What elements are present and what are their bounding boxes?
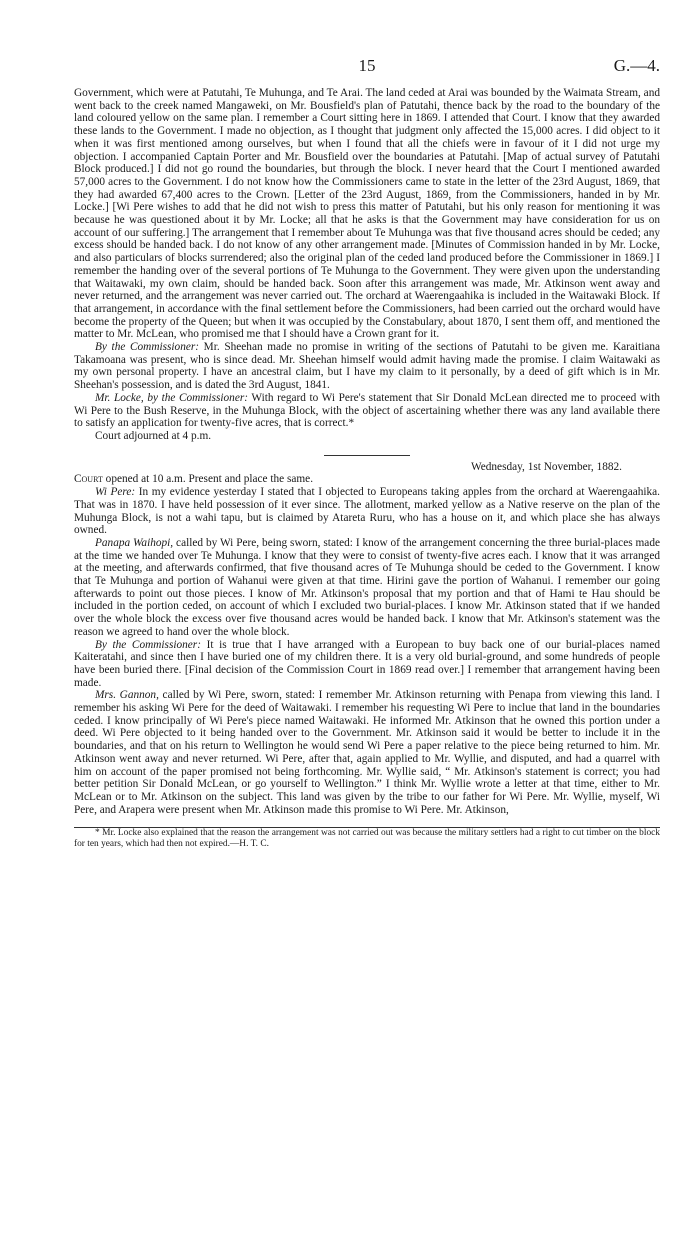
paragraph-text: In my evidence yesterday I stated that I objected to Europeans taking apples from the orchard at Waerengaahika. That was in 1870. I have held possession of it ever since. The allotment, marked yellow as a Native reserve on the plan of the Muhunga Block, is not a wahi tapu, but is claimed by Atareta Ruru, who has a house on it, and which place she has always owned. xyxy=(74,486,660,537)
paragraph xyxy=(74,392,660,430)
speaker-lead: Mrs. Gannon, xyxy=(95,689,159,702)
dateline: Wednesday, 1st November, 1882. xyxy=(470,460,622,473)
paragraph xyxy=(74,473,660,486)
speaker-lead: By the Commissioner: xyxy=(95,341,200,354)
speaker-lead: Mr. Locke, by the Commissioner: xyxy=(95,391,248,404)
court-lead: Court xyxy=(74,473,103,486)
document-page xyxy=(74,56,660,850)
footnote: * Mr. Locke also explained that the reason the arrangement was not carried out was because the military settlers had a right to cut timber on the block for ten years, which had then not expired.—H. T. C. xyxy=(74,828,660,850)
paragraph: Government, which were at Patutahi, Te Muhunga, and Te Arai. The land ceded at Arai was bounded by the Waimata Stream, and went back to the creek named Mangaweki, on Mr. Bousfield's plan of Patutahi, thence back by the road to the boundary of the land coloured yellow on the same plan. I remember a Court sitting here in 1869. I attended that Court. I know that they awarded these lands to the Government. I made no objection, as I thought that judgment only affected the 15,000 acres. I did object to it when it was first mentioned among ourselves, but when I found that all the chiefs were in favour of it I did not urge my objection. I accompanied Captain Porter and Mr. Bousfield over the boundaries at Patutahi. [Map of actual survey of Patutahi Block produced.] I did not go round the boundaries, but through the block. I never heard that the Court I mentioned awarded 57,000 acres to the Government. I do not know how the Commissioners came to state in the letter of the 23rd August, 1869, that they had awarded 67,400 acres to the Crown. [Letter of the 23rd August, 1869, from the Commissioners, handed in by Mr. Locke.] [Wi Pere wishes to add that he did not wish to press this matter of Patutahi, but his only reason for mentioning it was because he was questioned about it by Mr. Locke; all that he asks is that the Government may have consideration for us on account of our suffering.] The arrangement that I remember about Te Muhunga was that five thousand acres should be ceded; any excess should be handed back. I do not know of any other arrangement made. [Minutes of Commission handed in by Mr. Locke, and also particulars of blocks surrendered; also the original plan of the ceded land produced before the Commissioner in 1869.] I remember the handing over of the several portions of Te Muhunga to the Government. They were given upon the understanding that Waitawaki, my own claim, should be handed back. Soon after this arrangement was made, Mr. Atkinson went away and never returned, and the arrangement was never carried out. The orchard at Waerengaahika is included in the Waitawaki Block. If that arrangement, in accordance with the final settlement before the Commissioners, had been carried out the orchard would have become the property of the Queen; but when it was occupied by the Constabulary, about 1870, I sent them off, and mentioned the matter to Mr. McLean, who promised me that I should have a Crown grant for it. xyxy=(74,87,660,341)
paragraph xyxy=(74,341,660,392)
paragraph-text: It is true that I have arranged with a European to buy back one of our burial-places named Kaiteratahi, and since then I have buried one of my children there. It is a very old burial-ground, and some hundreds of people have been buried there. [Final decision of the Commission Court in 1869 read over.] I remember that arrangement having been made. xyxy=(74,638,661,689)
paragraph-text: Mr. Sheehan made no promise in writing of the sections of Patutahi to be given me. Karaitiana Takamoana was present, who is since dead. Mr. Sheehan himself would admit having made the promise. I claim Waitawaki as my own personal property. I have an ancestral claim, but I have my claim to it personally, by a deed of gift which is in Mr. Sheehan's possession, and is dated the 3rd August, 1841. xyxy=(74,341,661,392)
paragraph xyxy=(74,689,660,816)
page-number: 15 xyxy=(358,56,376,75)
page-header xyxy=(74,56,660,80)
body-text xyxy=(74,87,660,850)
paragraph-text: With regard to Wi Pere's statement that Sir Donald McLean directed me to proceed with Wi Pere to the Bush Reserve, in the Muhunga Block, with the object of ascertaining whether there was any land available there to satisfy an application for twenty-five acres, that is correct.* xyxy=(74,391,660,430)
section-divider xyxy=(324,455,410,456)
paragraph-text: called by Wi Pere, being sworn, stated: I know of the arrangement concerning the three burial-places made at the time we handed over Te Muhunga. I know that they were to consist of twenty-five acres each. I know that it was arranged at the meeting, and afterwards confirmed, that five thousand acres of Te Muhunga should be ceded to the Government. I know that Te Muhunga and portion of Wahanui were given at that time. Hirini gave the portion of Wahanui. I remember our going afterwards to point out those pieces. I know of Mr. Atkinson's proposal that my portion and that of Hami te Hau should be included in the portion ceded, on account of which I excluded two burial-places. I know Mr. Atkinson stated that if we handed over the whole block the excess over five thousand acres would be handed back. I know that Mr. Atkinson's statement was the reason we agreed to hand over the whole block. xyxy=(74,536,660,638)
document-reference: G.—4. xyxy=(613,56,660,75)
speaker-lead: By the Commissioner: xyxy=(95,638,201,651)
paragraph xyxy=(74,639,660,690)
speaker-lead: Wi Pere: xyxy=(95,486,136,499)
speaker-lead: Panapa Waihopi, xyxy=(95,536,174,549)
paragraph xyxy=(74,486,660,537)
paragraph-text: opened at 10 a.m. Present and place the same. xyxy=(102,473,314,486)
paragraph xyxy=(74,537,660,639)
paragraph-text: called by Wi Pere, sworn, stated: I remember Mr. Atkinson returning with Penapa from viewing this land. I remember his asking Wi Pere for the deed of Waitawaki. I remember his requesting Wi Pere to inclue that land in the boundaries ceded. I know principally of Wi Pere's piece named Waitawaki. He informed Mr. Atkinson that he owned this portion under a deed. Wi Pere objected to it being handed over to the Government. Mr. Atkinson said it would be better to include it in the boundaries, and that on his return to Wellington he would send Wi Pere a paper relative to the piece being returned to him. Mr. Atkinson went away and never returned. Wi Pere, after that, again applied to Mr. Wyllie, and disputed, and had a quarrel with him on account of the paper promised not being forthcoming. Mr. Wyllie said, “ Mr. Atkinson's statement is correct; you had better petition Sir Donald McLean, or go yourself to Wellington.” I think Mr. Wyllie wrote a letter at that time, either to Mr. McLean or to Mr. Atkinson on the subject. This land was given by the tribe to our father for Wi Pere. Mr. Wyllie, myself, Wi Pere, and Arapera were present when Mr. Atkinson made this promise to Wi Pere. Mr. Atkinson, xyxy=(74,689,660,816)
paragraph: Court adjourned at 4 p.m. xyxy=(95,429,212,442)
